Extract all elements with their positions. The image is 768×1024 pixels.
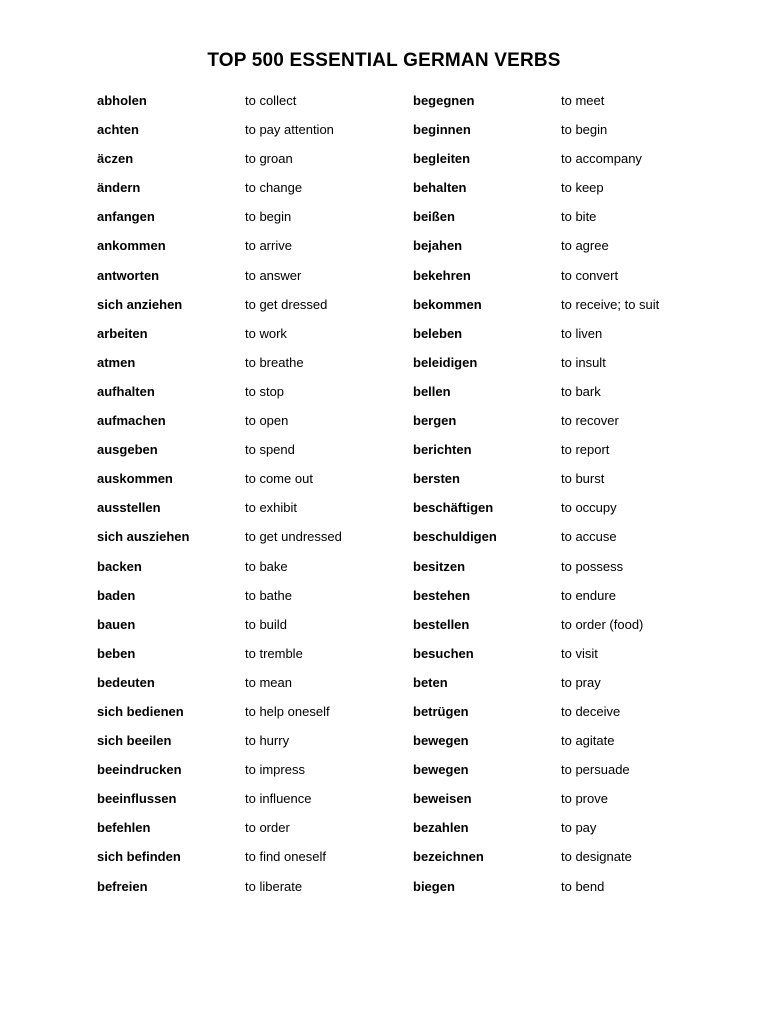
vocab-row [97,178,697,207]
german-verb: aufmachen [97,413,166,429]
english-translation: to recover [561,413,619,429]
english-translation: to pray [561,674,601,690]
german-verb: bellen [413,383,451,399]
english-translation: to possess [561,558,624,574]
german-verb: bergen [413,413,457,429]
german-verb: beginnen [413,122,471,138]
page-title: TOP 500 ESSENTIAL GERMAN VERBS [207,50,561,71]
vocab-row [97,731,697,760]
german-verb: betrügen [413,703,469,719]
english-translation: to collect [245,93,297,108]
english-translation: to hurry [245,733,290,749]
german-verb: bestehen [413,587,471,603]
english-translation: to work [245,325,287,341]
english-translation: to accuse [561,529,617,545]
english-translation: to breathe [245,354,304,370]
english-translation: to help oneself [245,703,330,719]
german-verb: bekommen [413,296,482,312]
german-verb: berichten [413,442,472,458]
english-translation: to designate [561,849,632,865]
german-verb: beeinflussen [97,791,177,807]
vocab-row [97,440,697,469]
vocab-row [97,236,697,265]
english-translation: to bite [561,209,597,225]
vocab-row [97,207,697,236]
english-translation: to report [561,442,610,458]
english-translation: to impress [245,762,305,778]
german-verb: atmen [97,354,136,370]
german-verb: bersten [413,471,460,487]
german-verb: äczen [97,151,134,167]
english-translation: to exhibit [245,500,298,516]
german-verb: begegnen [413,93,475,108]
vocab-row [97,877,697,906]
english-translation: to arrive [245,238,292,254]
vocab-row [97,498,697,527]
german-verb: biegen [413,878,455,894]
english-translation: to persuade [561,762,630,778]
english-translation: to spend [245,442,295,458]
english-translation: to accompany [561,151,642,167]
english-translation: to bake [245,558,288,574]
english-translation: to bend [561,878,605,894]
vocab-row [97,586,697,615]
german-verb: besuchen [413,645,474,661]
english-translation: to pay attention [245,122,334,138]
english-translation: to mean [245,674,292,690]
vocab-row [97,469,697,498]
german-verb: bekehren [413,267,471,283]
german-verb: beschuldigen [413,529,497,545]
german-verb: befehlen [97,820,151,836]
german-verb: beeindrucken [97,762,182,778]
german-verb: sich beeilen [97,733,172,749]
german-verb: besitzen [413,558,466,574]
english-translation: to meet [561,93,605,108]
german-verb: ausstellen [97,500,161,516]
vocab-row [97,266,697,295]
vocab-row [97,702,697,731]
vocab-row [97,760,697,789]
german-verb: bewegen [413,733,469,749]
english-translation: to stop [245,383,285,399]
german-verb: anfangen [97,209,155,225]
german-verb: bauen [97,616,136,632]
english-translation: to convert [561,267,619,283]
vocab-row [97,91,697,120]
german-verb: bezahlen [413,820,469,836]
german-verb: befreien [97,878,148,894]
german-verb: begleiten [413,151,471,167]
german-verb: antworten [97,267,160,283]
german-verb: beweisen [413,791,472,807]
english-translation: to come out [245,471,313,487]
english-translation: to endure [561,587,616,603]
vocab-row [97,847,697,876]
english-translation: to build [245,616,287,632]
german-verb: beschäftigen [413,500,494,516]
german-verb: beleben [413,325,463,341]
german-verb: bedeuten [97,674,155,690]
german-verb: ändern [97,180,141,196]
german-verb: beten [413,674,448,690]
vocab-row [97,295,697,324]
german-verb: beben [97,645,136,661]
english-translation: to tremble [245,645,303,661]
vocab-row [97,644,697,673]
german-verb: arbeiten [97,325,148,341]
english-translation: to agitate [561,733,615,749]
german-verb: ausgeben [97,442,158,458]
english-translation: to liven [561,325,603,341]
vocab-row [97,789,697,818]
vocab-row [97,382,697,411]
german-verb: auskommen [97,471,173,487]
english-translation: to prove [561,791,608,807]
vocab-row [97,673,697,702]
english-translation: to deceive [561,703,621,719]
english-translation: to groan [245,151,293,167]
english-translation: to agree [561,238,609,254]
english-translation: to begin [245,209,292,225]
german-verb: bezeichnen [413,849,484,865]
english-translation: to get undressed [245,529,342,545]
german-verb: sich ausziehen [97,529,190,545]
english-translation: to open [245,413,289,429]
vocab-row [97,411,697,440]
english-translation: to influence [245,791,312,807]
vocab-row [97,353,697,382]
german-verb: behalten [413,180,467,196]
english-translation: to bark [561,383,601,399]
vocabulary-table [97,91,697,906]
english-translation: to receive; to suit [561,296,660,312]
english-translation: to occupy [561,500,617,516]
english-translation: to order [245,820,290,836]
english-translation: to order (food) [561,616,644,632]
vocab-row [97,557,697,586]
vocab-row [97,818,697,847]
german-verb: abholen [97,93,147,108]
vocab-row [97,120,697,149]
english-translation: to liberate [245,878,303,894]
english-translation: to find oneself [245,849,326,865]
english-translation: to insult [561,354,606,370]
german-verb: beleidigen [413,354,478,370]
english-translation: to answer [245,267,302,283]
english-translation: to change [245,180,303,196]
german-verb: backen [97,558,142,574]
english-translation: to pay [561,820,597,836]
english-translation: to bathe [245,587,292,603]
vocab-row [97,527,697,556]
vocab-row [97,324,697,353]
english-translation: to begin [561,122,608,138]
german-verb: beißen [413,209,455,225]
english-translation: to burst [561,471,605,487]
german-verb: bewegen [413,762,469,778]
german-verb: baden [97,587,136,603]
german-verb: ankommen [97,238,166,254]
german-verb: bejahen [413,238,463,254]
german-verb: achten [97,122,139,138]
german-verb: sich befinden [97,849,181,865]
vocab-row [97,149,697,178]
vocab-row [97,615,697,644]
german-verb: bestellen [413,616,470,632]
german-verb: aufhalten [97,383,155,399]
english-translation: to visit [561,645,598,661]
english-translation: to get dressed [245,296,328,312]
german-verb: sich bedienen [97,703,184,719]
english-translation: to keep [561,180,604,196]
german-verb: sich anziehen [97,296,183,312]
